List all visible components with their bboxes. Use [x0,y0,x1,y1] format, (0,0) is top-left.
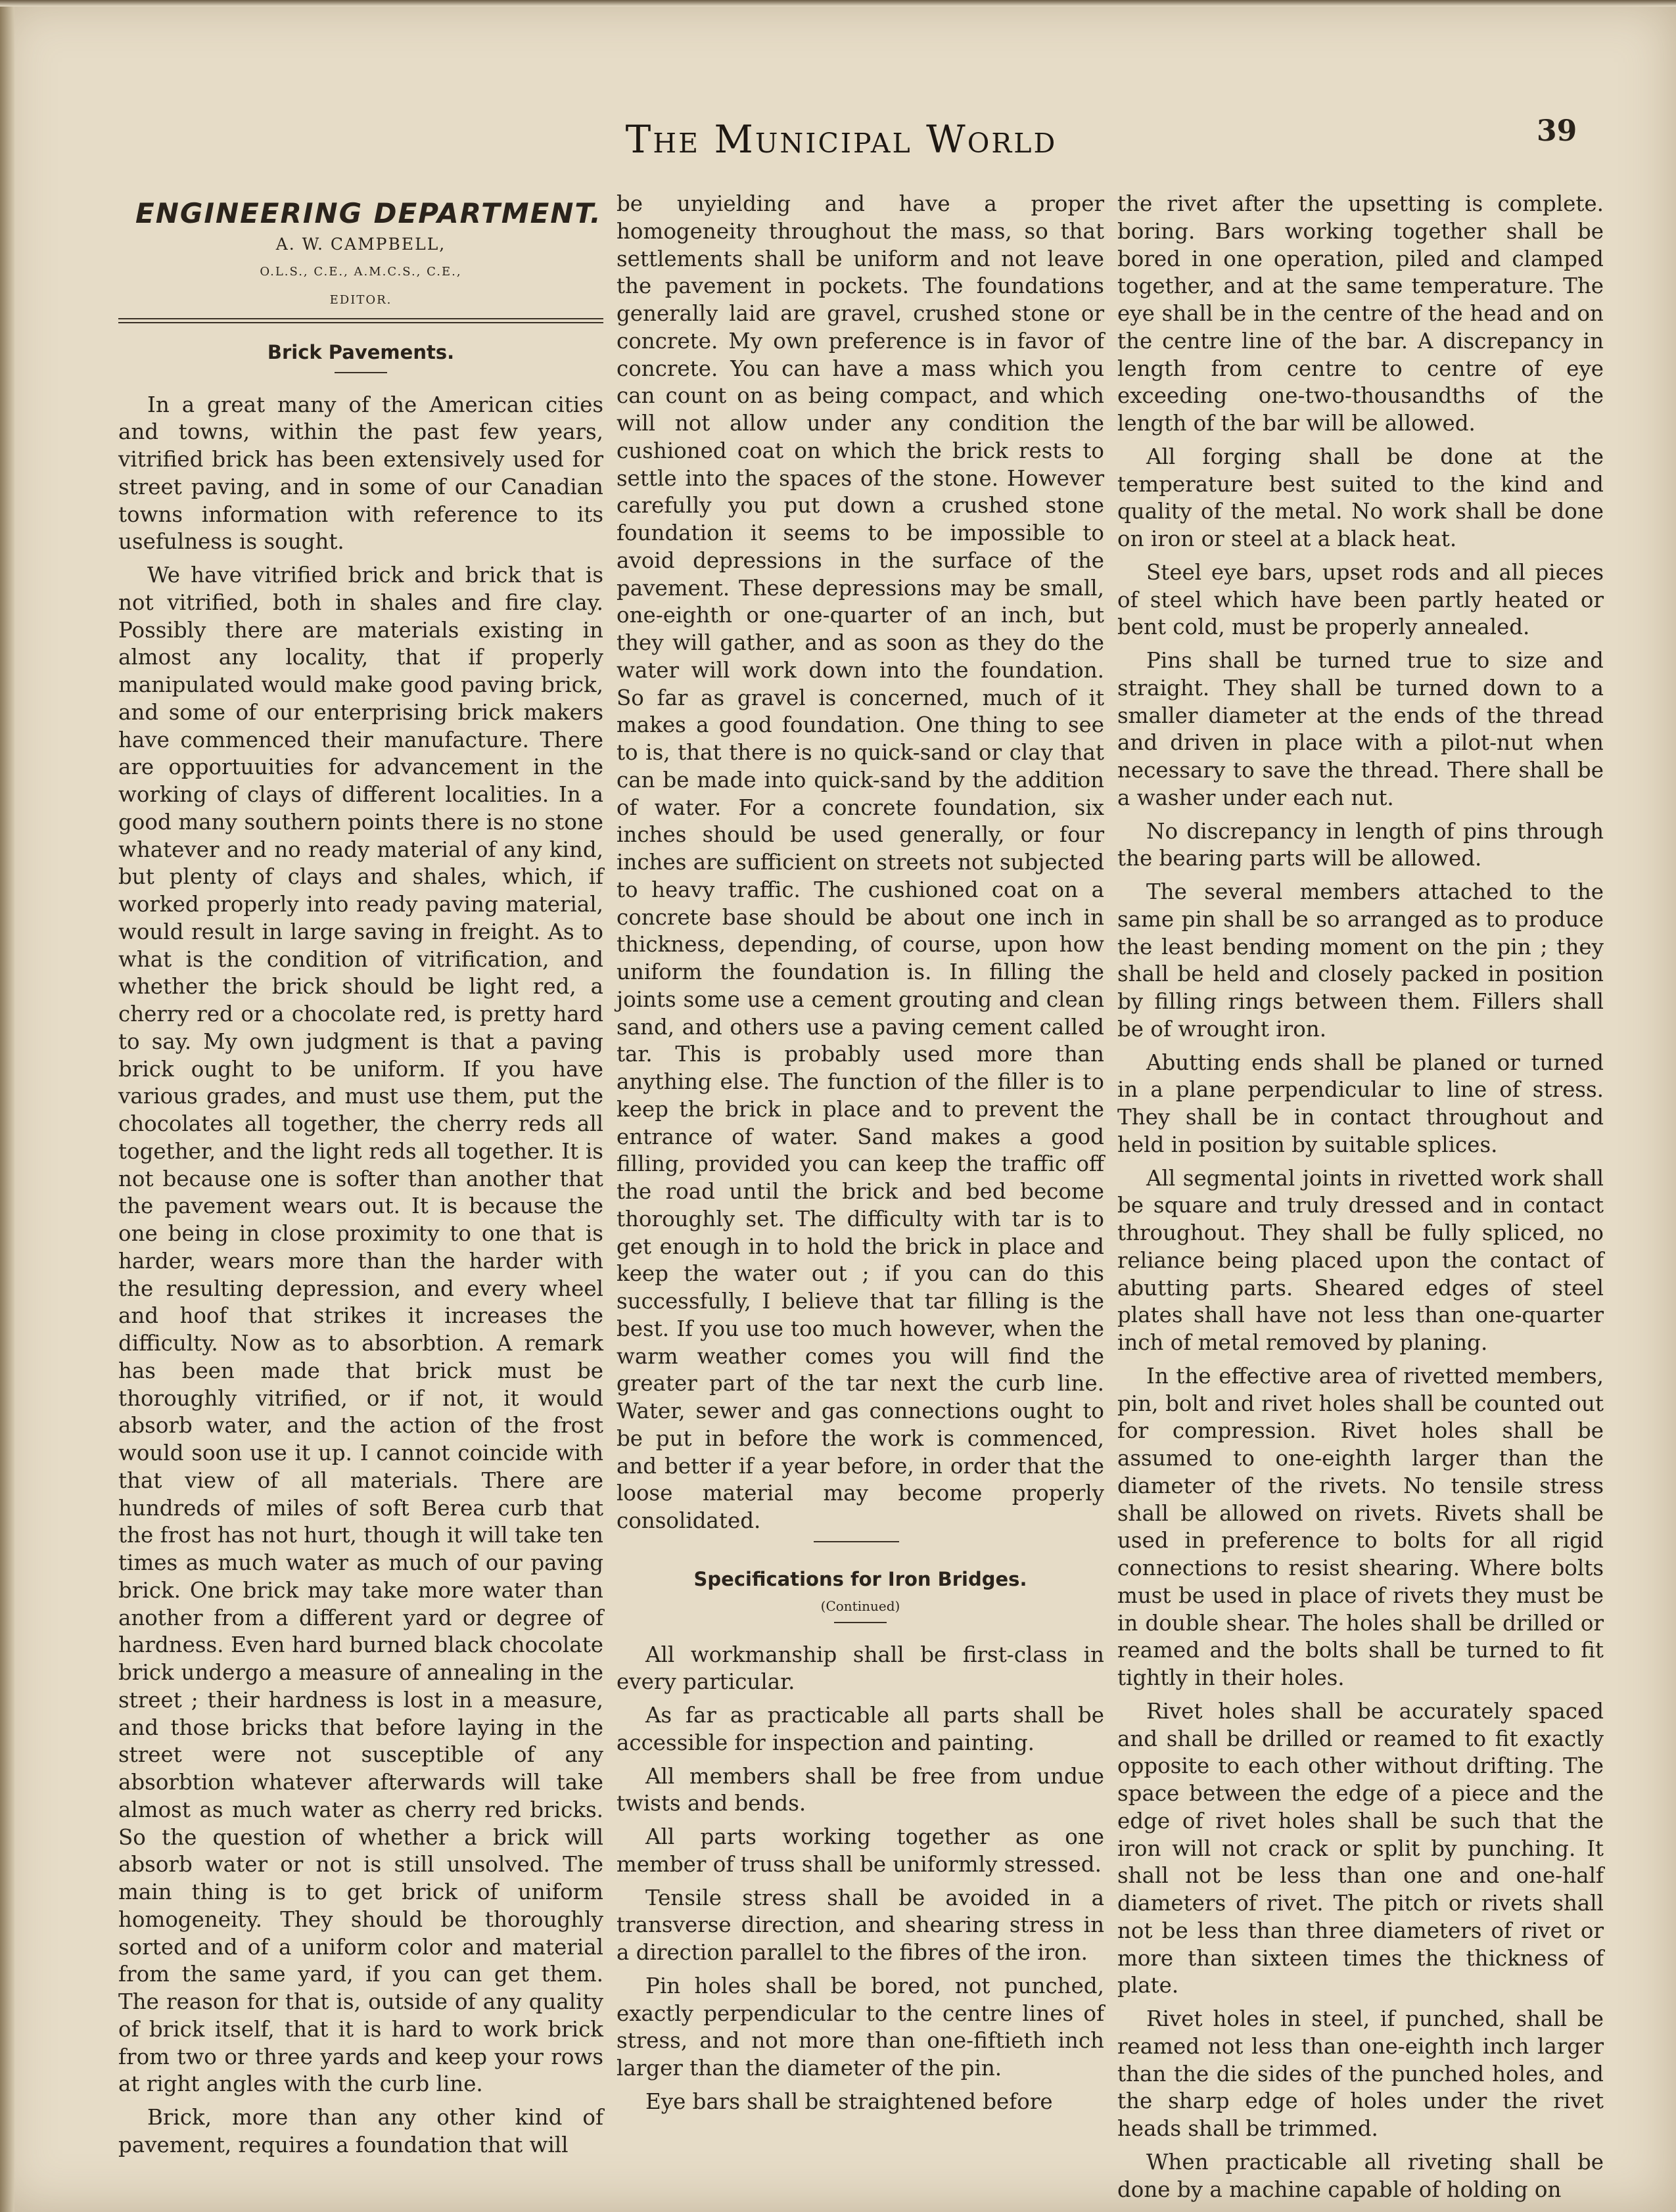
double-rule [118,318,603,323]
paragraph: In the effective area of rivetted members, pin, bolt and rivet holes shall be counted out for compression. Rivet holes shall be assumed to one-eighth larger than the diameter of the rivets. No tensile stress shall be allowed on rivets. Rivets shall be used in preference to bolts for all rigid connections to resist shearing. Where bolts must be used in place of rivets they must be in double shear. The holes shall be drilled or reamed and the bolts shall be turned to fit tightly in their holes. [1117,1363,1604,1690]
article-end-rule [814,1541,899,1542]
running-title: The Municipal World [625,117,1058,162]
paragraph: The several members attached to the same pin shall be so arranged as to produce the least bending moment on the pin ; they shall be held and closely packed in position by filling rings between them. Fillers shall be of wrought iron. [1117,879,1604,1042]
editor-role: EDITOR. [329,293,392,308]
column-3 [1117,191,1604,2202]
paragraph: All workmanship shall be first-class in every particular. [617,1642,1104,1695]
paragraph: We have vitrified brick and brick that is not vitrified, both in shales and fire clay. Possibly there are materials existing in almost any locality, that if properly manipulated would make good paving brick, and some of our enterprising brick makers have commenced their manufacture. There are opportuuities for advancement in the working of clays of different localities. In a good many southern points there is no stone whatever and no ready material of any kind, but plenty of clays and shales, which, if worked properly into ready paving material, would result in large saving in freight. As to what is the condition of vitrification, and whether the brick should be light red, a cherry red or a chocolate red, is pretty hard to say. My own judgment is that a paving brick ought to be uniform. If you have various grades, and must use them, put the chocolates all together, the cherry reds all together, and the light reds all together. It is not because one is softer than another that the pavement wears out. It is because the one being in close proximity to one that is harder, wears more than the harder with the resulting depression, and every wheel and hoof that strikes it increases the difficulty. Now as to absorbtion. A remark has been made that brick must be thoroughly vitrified, or if not, it would absorb water, and the action of the frost would soon use it up. I cannot coincide with that view of all materials. There are hundreds of miles of soft Berea curb that the frost has not hurt, though it will take ten times as much water as much of our paving brick. One brick may take more water than another from a different yard or degree of hardness. Even hard burned black chocolate brick undergo a measure of annealing in the street ; their hardness is lost in a measure, and those bricks that before laying in the street were not susceptible of any absorbtion whatever afterwards will take almost as much water as cherry red bricks. So the question of whether a brick will absorb water or not is still unsolved. The main thing is to get brick of uniform homogeneity. They should be thoroughly sorted and of a uniform color and material from the same yard, if you can get them. The reason for that is, outside of any quality of brick itself, that it is hard to work brick from two or three yards and keep your rows at right angles with the curb line. [118,563,603,2097]
paragraph: All forging shall be done at the temperature best suited to the kind and quality of the metal. No work shall be done on iron or steel at a black heat. [1117,444,1604,551]
short-rule [834,1622,887,1623]
column-2 [617,191,1104,2169]
paragraph: Pin holes shall be bored, not punched, exactly perpendicular to the centre lines of stress, and not more than one-fiftieth inch larger than the diameter of the pin. [617,1973,1104,2081]
paragraph: As far as practicable all parts shall be accessible for inspection and painting. [617,1703,1104,1755]
editor-name: A. W. CAMPBELL, [275,234,446,254]
article-heading-iron-bridges: Specifications for Iron Bridges. [693,1567,1027,1590]
paragraph: All members shall be free from undue twists and bends. [617,1763,1104,1816]
paragraph: No discrepancy in length of pins through the bearing parts will be allowed. [1117,818,1604,871]
paragraph: Abutting ends shall be planed or turned in a plane perpendicular to line of stress. They shall be in contact throughout and held in position by suitable splices. [1117,1049,1604,1157]
paragraph: Brick, more than any other kind of pavement, requires a foundation that will [118,2105,603,2157]
paragraph: When practicable all riveting shall be done by a machine capable of holding on [1117,2149,1604,2202]
paragraph: Tensile stress shall be avoided in a transverse direction, and shearing stress in a direction parallel to the fibres of the iron. [617,1885,1104,1966]
article-subheading: (Continued) [820,1598,900,1614]
page-top-edge [0,0,1676,7]
editor-credentials: O.L.S., C.E., A.M.C.S., C.E., [260,265,462,279]
page-number: 39 [1537,114,1577,148]
paragraph: All parts working together as one member of truss shall be uniformly stressed. [617,1824,1104,1877]
short-rule [335,372,387,373]
article-heading-brick-pavements: Brick Pavements. [267,341,455,364]
paragraph-continuation: the rivet after the upsetting is complete. boring. Bars working together shall be bored in one operation, piled and clamped together, and at the same temperature. The eye shall be in the centre of the head and on the centre line of the bar. A discrepancy in length from centre to centre of eye exceeding one-two-thousandths of the length of the bar will be allowed. [1117,191,1604,436]
paragraph: Steel eye bars, upset rods and all pieces of steel which have been partly heated or bent cold, must be properly annealed. [1117,559,1604,640]
paragraph: All segmental joints in rivetted work shall be square and truly dressed and in contact throughout. They shall be fully spliced, no reliance being placed upon the contact of abutting parts. Sheared edges of steel plates shall have not less than one-quarter inch of metal removed by planing. [1117,1165,1604,1355]
paragraph: Rivet holes in steel, if punched, shall be reamed not less than one-eighth inch larger than the die sides of the punched holes, and the sharp edge of holes under the rivet heads shall be trimmed. [1117,2006,1604,2141]
page-binding-edge [0,0,14,2212]
paragraph-continuation: be unyielding and have a proper homogeneity throughout the mass, so that settlements shall be uniform and not leave the pavement in pockets. The foundations generally laid are gravel, crushed stone or concrete. My own preference is in favor of concrete. You can have a mass which you can count on as being compact, and which will not allow under any condition the cushioned coat on which the brick rests to settle into the spaces of the stone. However carefully you put down a crushed stone foundation it seems to be impossible to avoid depressions in the surface of the pavement. These depressions may be small, one-eighth or one-quarter of an inch, but they will gather, and as soon as they do the water will work down into the foundation. So far as gravel is concerned, much of it makes a good foundation. One thing to see to is, that there is no quick-sand or clay that can be made into quick-sand by the addition of water. For a concrete foundation, six inches should be used generally, or four inches are sufficient on streets not subjected to heavy traffic. The cushioned coat on a concrete base should be about one inch in thickness, depending, of course, upon how uniform the foundation is. In filling the joints some use a cement grouting and clean sand, and others use a paving cement called tar. This is probably used more than anything else. The function of the filler is to keep the brick in place and to prevent the entrance of water. Sand makes a good filling, provided you can keep the traffic off the road until the brick and bed become thoroughly set. The difficulty with tar is to get enough in to hold the brick in place and keep the water out ; if you can do this successfully, I believe that tar filling is the best. If you use too much however, when the warm weather comes you will find the greater part of the tar next the curb line. Water, sewer and gas connections ought to be put in before the work is commenced, and better if a year before, in order that the loose material may become properly consolidated. [617,191,1104,1533]
paragraph: In a great many of the American cities and towns, within the past few years, vitrified brick has been extensively used for street paving, and in some of our Canadian towns information with reference to its usefulness is sought. [118,392,603,555]
paragraph: Pins shall be turned true to size and straight. They shall be turned down to a smaller diameter at the ends of the thread and driven in place with a pilot-nut when necessary to save the thread. There shall be a washer under each nut. [1117,648,1604,810]
paragraph: Rivet holes shall be accurately spaced and shall be drilled or reamed to fit exactly opposite to each other without drifting. The space between the edge of a piece and the edge of rivet holes shall be such that the iron will not crack or split by punching. It shall not be less than one and one-half diameters of rivet. The pitch or rivets shall not be less than three diameters of rivet or more than sixteen times the thickness of plate. [1117,1698,1604,1998]
paragraph: Eye bars shall be straightened before [645,2088,1053,2114]
column-1 [118,191,603,2169]
department-title: ENGINEERING DEPARTMENT. [135,197,602,229]
